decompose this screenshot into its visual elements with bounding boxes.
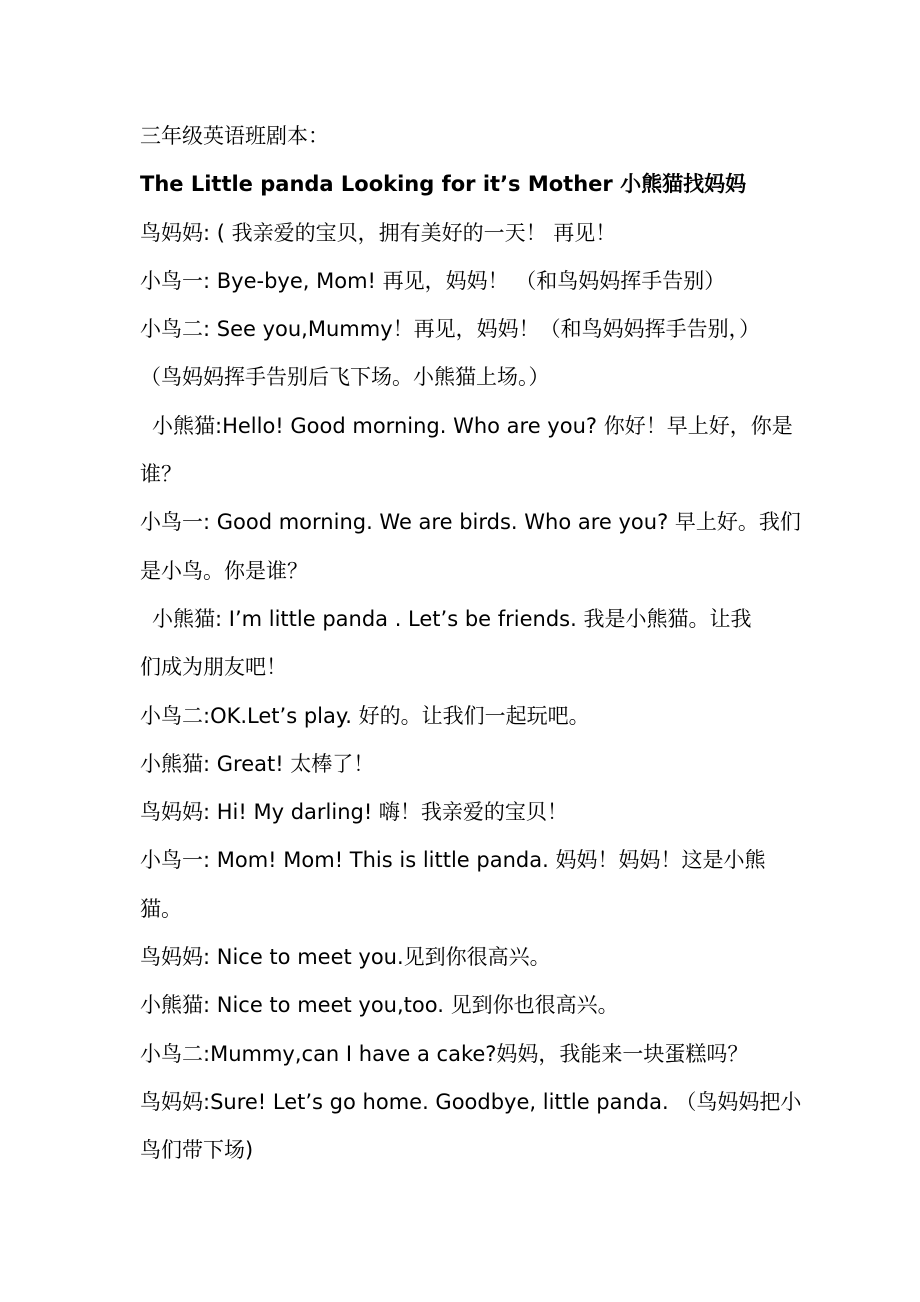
dialogue-line: 小鸟一: Bye-bye, Mom! 再见，妈妈！ （和鸟妈妈挥手告别） bbox=[140, 268, 726, 293]
dialogue-line: 小熊猫: Nice to meet you,too. 见到你也很高兴。 bbox=[140, 993, 619, 1018]
dialogue-line: 小鸟二:OK.Let’s play. 好的。让我们一起玩吧。 bbox=[140, 703, 590, 728]
dialogue-line: 小熊猫: I’m little panda . Let’s be friends. 我是小熊猫。让我 bbox=[152, 606, 752, 631]
dialogue-line-continuation: 是小鸟。你是谁？ bbox=[140, 558, 308, 583]
dialogue-line: 小鸟一: Good morning. We are birds. Who are you? 早上好。我们 bbox=[140, 510, 801, 535]
stage-direction: （鸟妈妈挥手告别后飞下场。小熊猫上场。） bbox=[140, 365, 550, 390]
dialogue-line-continuation: 谁？ bbox=[140, 462, 182, 487]
script-body bbox=[140, 112, 800, 1175]
dialogue-line: 小熊猫: Great! 太棒了！ bbox=[140, 751, 375, 776]
dialogue-line-continuation: 猫。 bbox=[140, 896, 182, 921]
dialogue-line: 小鸟一: Mom! Mom! This is little panda. 妈妈！妈妈！这是小熊 bbox=[140, 848, 766, 873]
dialogue-line-continuation: 们成为朋友吧！ bbox=[140, 655, 287, 680]
class-heading: 三年级英语班剧本： bbox=[140, 124, 329, 148]
dialogue-line: 鸟妈妈: Hi! My darling! 嗨！我亲爱的宝贝！ bbox=[140, 800, 568, 825]
dialogue-line: 小鸟二:Mummy,can I have a cake?妈妈，我能来一块蛋糕吗？ bbox=[140, 1041, 749, 1066]
play-title: The Little panda Looking for it’s Mother 小熊猫找妈妈 bbox=[140, 172, 747, 197]
dialogue-line: 鸟妈妈:Sure! Let’s go home. Goodbye, little panda. （鸟妈妈把小 bbox=[140, 1089, 802, 1114]
dialogue-line: 小鸟二: See you,Mummy！再见，妈妈！（和鸟妈妈挥手告别，） bbox=[140, 317, 761, 342]
dialogue-line: 小熊猫:Hello! Good morning. Who are you? 你好！早上好，你是 bbox=[152, 413, 793, 438]
dialogue-line: 鸟妈妈: ( 我亲爱的宝贝，拥有美好的一天！ 再见！ bbox=[140, 220, 617, 245]
dialogue-line-continuation: 鸟们带下场) bbox=[140, 1138, 254, 1163]
dialogue-line: 鸟妈妈: Nice to meet you.见到你很高兴。 bbox=[140, 945, 551, 970]
